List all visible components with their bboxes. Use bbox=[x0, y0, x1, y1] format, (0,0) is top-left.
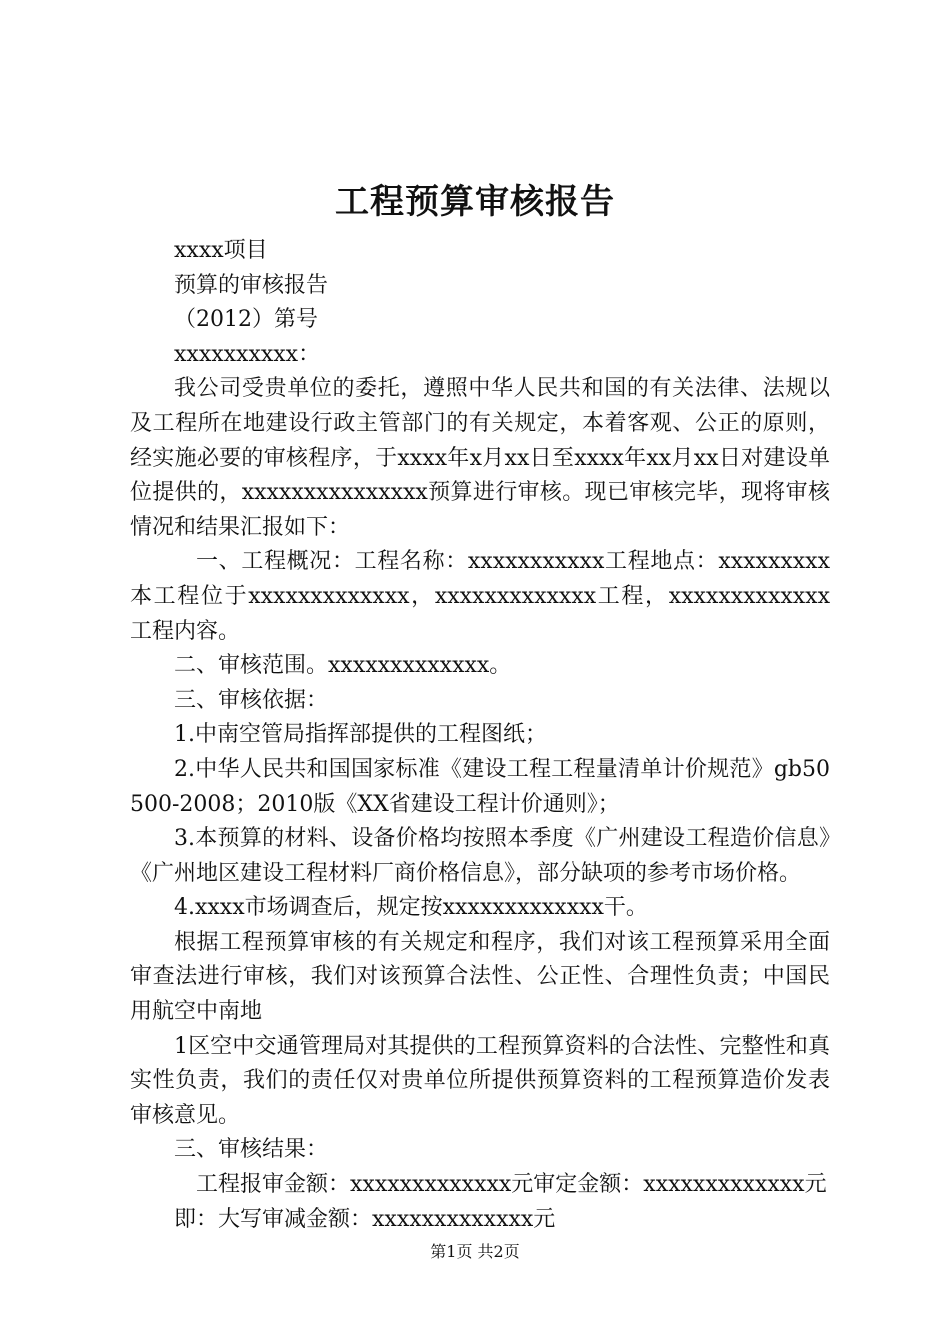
document-body bbox=[130, 234, 830, 1237]
project-name-line: xxxx项目 bbox=[174, 238, 268, 263]
basis-item-1: 1.中南空管局指挥部提供的工程图纸； bbox=[174, 722, 547, 748]
document-title: 工程预算审核报告 bbox=[335, 182, 615, 222]
amount-line: 工程报审金额：xxxxxxxxxxxxx元审定金额：xxxxxxxxxxxxx元 bbox=[196, 1172, 827, 1198]
report-number-line: （2012）第号 bbox=[174, 307, 318, 333]
section-basis-heading: 三、审核依据： bbox=[174, 687, 329, 713]
report-name-line: 预算的审核报告 bbox=[174, 272, 329, 298]
section-scope-heading: 二、审核范围。xxxxxxxxxxxxx。 bbox=[174, 653, 512, 679]
basis-item-3: 3.本预算的材料、设备价格均按照本季度《广州建设工程造价信息》《广州地区建设工程材料厂商价格信息》，部分缺项的参考市场价格。 bbox=[130, 826, 830, 886]
addressee-line: xxxxxxxxxx： bbox=[174, 341, 321, 367]
method-paragraph: 根据工程预算审核的有关规定和程序，我们对该工程预算采用全面审查法进行审核，我们对该预算合法性、公正性、合理性负责；中国民用航空中南地 bbox=[130, 929, 830, 1025]
section-overview-paragraph: 一、工程概况：工程名称：xxxxxxxxxxx工程地点：xxxxxxxxx本工程位于xxxxxxxxxxxxx，xxxxxxxxxxxxx工程，xxxxxxxxxxxxx工程内容。 bbox=[130, 549, 830, 644]
section-result-heading: 三、审核结果： bbox=[174, 1137, 329, 1163]
page-footer: 第1页 共2页 bbox=[430, 1242, 520, 1261]
reduction-amount-line: 即：大写审减金额：xxxxxxxxxxxxx元 bbox=[174, 1206, 556, 1232]
responsibility-paragraph: 1区空中交通管理局对其提供的工程预算资料的合法性、完整性和真实性负责，我们的责任仅对贵单位所提供预算资料的工程预算造价发表审核意见。 bbox=[130, 1033, 830, 1128]
basis-item-2: 2.中华人民共和国国家标准《建设工程工程量清单计价规范》gb50500-2008；2010版《XX省建设工程计价通则》； bbox=[130, 756, 830, 817]
basis-item-4: 4.xxxx市场调查后，规定按xxxxxxxxxxxxx干。 bbox=[174, 895, 648, 921]
intro-paragraph: 我公司受贵单位的委托，遵照中华人民共和国的有关法律、法规以及工程所在地建设行政主管部门的有关规定，本着客观、公正的原则，经实施必要的审核程序，于xxxx年x月xx日至xxxx年xx月xx日对建设单位提供的，xxxxxxxxxxxxxxx预算进行审核。现已审核完毕，现将审核情况和结果汇报如下： bbox=[130, 376, 830, 540]
